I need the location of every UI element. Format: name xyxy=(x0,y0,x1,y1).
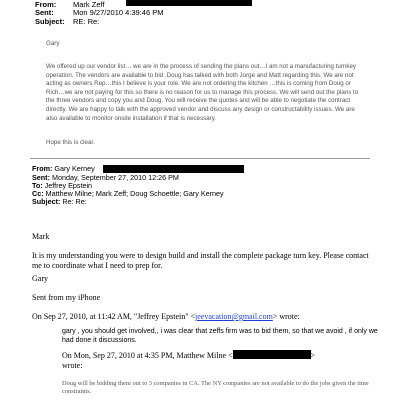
second-email-salutation: Mark xyxy=(32,232,50,241)
second-email-signature: Gary xyxy=(32,274,48,283)
subject-value: RE: Re: xyxy=(73,17,100,26)
nested-intro-prefix: On Mon, Sep 27, 2010 at 4:35 PM, Matthew Milne < xyxy=(62,351,233,360)
first-email-sent-row xyxy=(35,8,163,17)
quote-intro-line xyxy=(32,312,377,322)
from-value: Gary Kerney xyxy=(54,164,95,173)
sent-label: Sent: xyxy=(32,173,50,182)
first-email-salutation: Gary xyxy=(46,40,60,47)
nested-wrote: wrote: xyxy=(62,361,83,370)
divider-line xyxy=(30,158,370,159)
second-email-subject-row xyxy=(32,198,87,207)
cc-label: Cc: xyxy=(32,189,44,198)
sent-from-line: Sent from my iPhone xyxy=(32,293,101,302)
redaction-bar xyxy=(126,0,252,6)
sent-value: Monday, September 27, 2010 12:26 PM xyxy=(51,173,179,182)
first-email-subject-row xyxy=(35,17,99,26)
subject-value: Re: Re: xyxy=(62,197,87,206)
quote-intro-suffix: > wrote: xyxy=(272,312,300,321)
to-value: Jeffrey Epstein xyxy=(44,181,93,190)
quote-intro-prefix: On Sep 27, 2010, at 11:42 AM, "Jeffrey Epstein" < xyxy=(32,312,196,321)
from-value: Mark Zeff xyxy=(73,0,105,9)
sent-value: Mon 9/27/2010 4:39:46 PM xyxy=(73,8,164,17)
nested-intro-suffix: > xyxy=(310,351,316,360)
nested-intro-line xyxy=(62,351,382,361)
subject-label: Subject: xyxy=(35,17,65,26)
redaction-bar xyxy=(233,350,311,359)
quoted-text: gary , you should get involved,, i was clear that zeffs firm was to bid them, so that we avoid , if only we had done it discussions. xyxy=(62,328,378,344)
nested-quote-text: Doug will be bidding them out to 3 companies in CA. The NY companies are not available to do the jobs given the time constraints. xyxy=(62,380,369,396)
redaction-bar xyxy=(103,165,244,173)
first-email-closing: Hope this is clear. xyxy=(46,139,95,146)
to-label: To: xyxy=(32,181,43,190)
from-label: From: xyxy=(32,164,53,173)
second-email-body: It is my understanding you were to design build and install the complete package turn key. Please contact me to coordinate what I need to prep for. xyxy=(32,251,369,271)
subject-label: Subject: xyxy=(32,197,61,206)
cc-value: Matthew Milne; Mark Zeff; Doug Schoettle; Gary Kerney xyxy=(45,189,224,198)
sent-label: Sent: xyxy=(35,8,54,17)
from-label: From: xyxy=(35,0,57,9)
first-email-body: We offered up our vendor list… we are in the process of sending the plans out…I am not a manufacturing turnkey operation. The vendors are available to bid .Doug has talked with both Jorge and Matt regarding this. We are not acting as owners Rep…this I believe is your role. We are not ordering the kitchen …this is coming from Doug or Rich…we are not paying for this so there is no reason for us to manage this process. We will send out the plans to the three vendors and copy you and Doug. You will receive the quotes and will be able to negotiate the contract directly. We are happy to talk with the approved vendor and discuss any design or constructability issues. We are also available to monitor onsite installation if that is necessary. xyxy=(46,63,359,122)
email-link[interactable]: jeevacation@gmail.com xyxy=(195,312,273,321)
